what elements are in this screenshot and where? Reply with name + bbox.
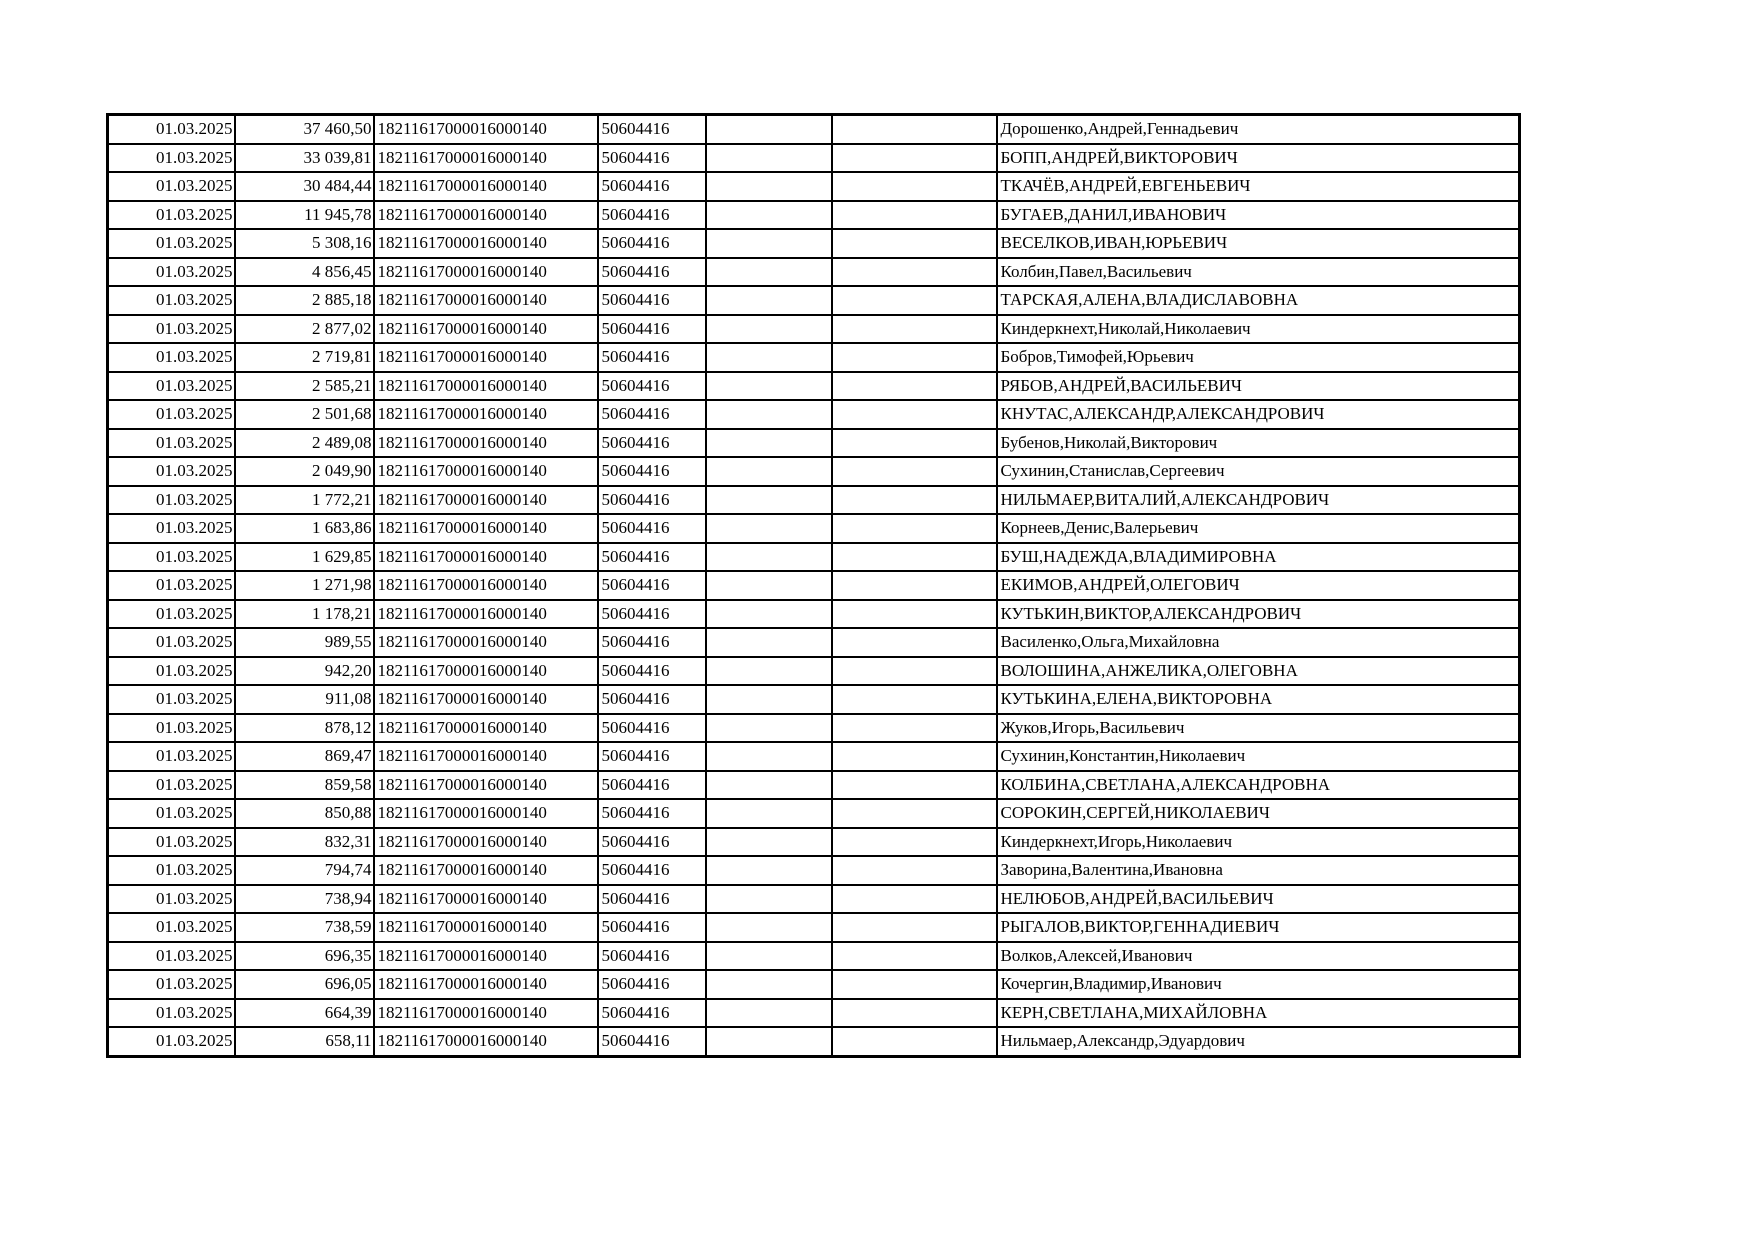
date-cell: 01.03.2025	[108, 657, 235, 686]
payer-name-cell: Сухинин,Константин,Николаевич	[997, 742, 1520, 771]
oktmo-cell: 50604416	[598, 144, 706, 173]
payer-name-cell: Колбин,Павел,Васильевич	[997, 258, 1520, 287]
oktmo-cell: 50604416	[598, 571, 706, 600]
table-row	[108, 144, 1520, 173]
table-row	[108, 942, 1520, 971]
table-row	[108, 999, 1520, 1028]
blank-cell	[832, 457, 997, 486]
kbk-cell: 18211617000016000140	[374, 828, 598, 857]
blank-cell	[706, 771, 832, 800]
payer-name-cell: БУГАЕВ,ДАНИЛ,ИВАНОВИЧ	[997, 201, 1520, 230]
payer-name-cell: Василенко,Ольга,Михайловна	[997, 628, 1520, 657]
blank-cell	[706, 885, 832, 914]
blank-cell	[706, 999, 832, 1028]
blank-cell	[706, 258, 832, 287]
date-cell: 01.03.2025	[108, 771, 235, 800]
table-row	[108, 714, 1520, 743]
blank-cell	[832, 429, 997, 458]
payer-name-cell: КОЛБИНА,СВЕТЛАНА,АЛЕКСАНДРОВНА	[997, 771, 1520, 800]
kbk-cell: 18211617000016000140	[374, 1027, 598, 1056]
payer-name-cell: НЕЛЮБОВ,АНДРЕЙ,ВАСИЛЬЕВИЧ	[997, 885, 1520, 914]
blank-cell	[706, 457, 832, 486]
blank-cell	[832, 742, 997, 771]
blank-cell	[706, 1027, 832, 1056]
oktmo-cell: 50604416	[598, 115, 706, 144]
payer-name-cell: НИЛЬМАЕР,ВИТАЛИЙ,АЛЕКСАНДРОВИЧ	[997, 486, 1520, 515]
amount-cell: 37 460,50	[235, 115, 374, 144]
amount-cell: 738,94	[235, 885, 374, 914]
blank-cell	[832, 942, 997, 971]
amount-cell: 1 271,98	[235, 571, 374, 600]
oktmo-cell: 50604416	[598, 543, 706, 572]
table-row	[108, 685, 1520, 714]
date-cell: 01.03.2025	[108, 600, 235, 629]
amount-cell: 2 885,18	[235, 286, 374, 315]
payer-name-cell: Жуков,Игорь,Васильевич	[997, 714, 1520, 743]
kbk-cell: 18211617000016000140	[374, 970, 598, 999]
date-cell: 01.03.2025	[108, 486, 235, 515]
kbk-cell: 18211617000016000140	[374, 685, 598, 714]
date-cell: 01.03.2025	[108, 229, 235, 258]
kbk-cell: 18211617000016000140	[374, 913, 598, 942]
blank-cell	[832, 172, 997, 201]
amount-cell: 869,47	[235, 742, 374, 771]
kbk-cell: 18211617000016000140	[374, 286, 598, 315]
blank-cell	[706, 942, 832, 971]
payer-name-cell: РЫГАЛОВ,ВИКТОР,ГЕННАДИЕВИЧ	[997, 913, 1520, 942]
date-cell: 01.03.2025	[108, 828, 235, 857]
amount-cell: 989,55	[235, 628, 374, 657]
date-cell: 01.03.2025	[108, 543, 235, 572]
date-cell: 01.03.2025	[108, 571, 235, 600]
amount-cell: 832,31	[235, 828, 374, 857]
amount-cell: 2 585,21	[235, 372, 374, 401]
blank-cell	[706, 315, 832, 344]
date-cell: 01.03.2025	[108, 799, 235, 828]
blank-cell	[706, 172, 832, 201]
payer-name-cell: КЕРН,СВЕТЛАНА,МИХАЙЛОВНА	[997, 999, 1520, 1028]
blank-cell	[832, 229, 997, 258]
payer-name-cell: ТАРСКАЯ,АЛЕНА,ВЛАДИСЛАВОВНА	[997, 286, 1520, 315]
amount-cell: 850,88	[235, 799, 374, 828]
kbk-cell: 18211617000016000140	[374, 657, 598, 686]
payer-name-cell: Сухинин,Станислав,Сергеевич	[997, 457, 1520, 486]
payer-name-cell: Дорошенко,Андрей,Геннадьевич	[997, 115, 1520, 144]
blank-cell	[832, 571, 997, 600]
table-row	[108, 457, 1520, 486]
table-row	[108, 856, 1520, 885]
blank-cell	[706, 514, 832, 543]
payer-name-cell: Нильмаер,Александр,Эдуардович	[997, 1027, 1520, 1056]
table-row	[108, 201, 1520, 230]
oktmo-cell: 50604416	[598, 799, 706, 828]
table-row	[108, 828, 1520, 857]
payer-name-cell: ВЕСЕЛКОВ,ИВАН,ЮРЬЕВИЧ	[997, 229, 1520, 258]
oktmo-cell: 50604416	[598, 714, 706, 743]
amount-cell: 4 856,45	[235, 258, 374, 287]
blank-cell	[832, 315, 997, 344]
oktmo-cell: 50604416	[598, 343, 706, 372]
amount-cell: 911,08	[235, 685, 374, 714]
blank-cell	[832, 771, 997, 800]
amount-cell: 11 945,78	[235, 201, 374, 230]
amount-cell: 794,74	[235, 856, 374, 885]
oktmo-cell: 50604416	[598, 999, 706, 1028]
kbk-cell: 18211617000016000140	[374, 999, 598, 1028]
blank-cell	[832, 856, 997, 885]
kbk-cell: 18211617000016000140	[374, 799, 598, 828]
amount-cell: 696,35	[235, 942, 374, 971]
blank-cell	[706, 201, 832, 230]
table-body	[108, 115, 1520, 1057]
date-cell: 01.03.2025	[108, 999, 235, 1028]
kbk-cell: 18211617000016000140	[374, 543, 598, 572]
table-row	[108, 799, 1520, 828]
oktmo-cell: 50604416	[598, 229, 706, 258]
table-row	[108, 657, 1520, 686]
payer-name-cell: КНУТАС,АЛЕКСАНДР,АЛЕКСАНДРОВИЧ	[997, 400, 1520, 429]
payer-name-cell: Киндеркнехт,Николай,Николаевич	[997, 315, 1520, 344]
date-cell: 01.03.2025	[108, 714, 235, 743]
kbk-cell: 18211617000016000140	[374, 714, 598, 743]
payer-name-cell: КУТЬКИНА,ЕЛЕНА,ВИКТОРОВНА	[997, 685, 1520, 714]
oktmo-cell: 50604416	[598, 685, 706, 714]
blank-cell	[706, 685, 832, 714]
kbk-cell: 18211617000016000140	[374, 429, 598, 458]
kbk-cell: 18211617000016000140	[374, 514, 598, 543]
date-cell: 01.03.2025	[108, 742, 235, 771]
blank-cell	[832, 628, 997, 657]
date-cell: 01.03.2025	[108, 343, 235, 372]
kbk-cell: 18211617000016000140	[374, 856, 598, 885]
date-cell: 01.03.2025	[108, 885, 235, 914]
amount-cell: 2 719,81	[235, 343, 374, 372]
amount-cell: 1 629,85	[235, 543, 374, 572]
oktmo-cell: 50604416	[598, 429, 706, 458]
table-row	[108, 1027, 1520, 1056]
kbk-cell: 18211617000016000140	[374, 201, 598, 230]
payer-name-cell: Кочергин,Владимир,Иванович	[997, 970, 1520, 999]
blank-cell	[832, 799, 997, 828]
date-cell: 01.03.2025	[108, 970, 235, 999]
blank-cell	[832, 970, 997, 999]
kbk-cell: 18211617000016000140	[374, 400, 598, 429]
payments-table	[106, 113, 1521, 1058]
oktmo-cell: 50604416	[598, 771, 706, 800]
oktmo-cell: 50604416	[598, 856, 706, 885]
table-row	[108, 372, 1520, 401]
oktmo-cell: 50604416	[598, 1027, 706, 1056]
blank-cell	[832, 514, 997, 543]
date-cell: 01.03.2025	[108, 429, 235, 458]
blank-cell	[832, 714, 997, 743]
table-row	[108, 486, 1520, 515]
oktmo-cell: 50604416	[598, 742, 706, 771]
oktmo-cell: 50604416	[598, 913, 706, 942]
blank-cell	[706, 628, 832, 657]
oktmo-cell: 50604416	[598, 372, 706, 401]
blank-cell	[832, 657, 997, 686]
payer-name-cell: БУШ,НАДЕЖДА,ВЛАДИМИРОВНА	[997, 543, 1520, 572]
amount-cell: 33 039,81	[235, 144, 374, 173]
oktmo-cell: 50604416	[598, 400, 706, 429]
blank-cell	[706, 372, 832, 401]
blank-cell	[832, 885, 997, 914]
date-cell: 01.03.2025	[108, 856, 235, 885]
payer-name-cell: КУТЬКИН,ВИКТОР,АЛЕКСАНДРОВИЧ	[997, 600, 1520, 629]
date-cell: 01.03.2025	[108, 372, 235, 401]
amount-cell: 696,05	[235, 970, 374, 999]
amount-cell: 2 877,02	[235, 315, 374, 344]
kbk-cell: 18211617000016000140	[374, 486, 598, 515]
amount-cell: 2 489,08	[235, 429, 374, 458]
blank-cell	[832, 685, 997, 714]
oktmo-cell: 50604416	[598, 201, 706, 230]
kbk-cell: 18211617000016000140	[374, 942, 598, 971]
blank-cell	[832, 372, 997, 401]
amount-cell: 664,39	[235, 999, 374, 1028]
table-row	[108, 315, 1520, 344]
payer-name-cell: ВОЛОШИНА,АНЖЕЛИКА,ОЛЕГОВНА	[997, 657, 1520, 686]
blank-cell	[832, 1027, 997, 1056]
blank-cell	[832, 543, 997, 572]
kbk-cell: 18211617000016000140	[374, 343, 598, 372]
amount-cell: 658,11	[235, 1027, 374, 1056]
table-row	[108, 742, 1520, 771]
payer-name-cell: Бубенов,Николай,Викторович	[997, 429, 1520, 458]
date-cell: 01.03.2025	[108, 400, 235, 429]
table-row	[108, 429, 1520, 458]
amount-cell: 1 178,21	[235, 600, 374, 629]
date-cell: 01.03.2025	[108, 685, 235, 714]
blank-cell	[706, 486, 832, 515]
payer-name-cell: Киндеркнехт,Игорь,Николаевич	[997, 828, 1520, 857]
kbk-cell: 18211617000016000140	[374, 600, 598, 629]
blank-cell	[706, 286, 832, 315]
oktmo-cell: 50604416	[598, 970, 706, 999]
date-cell: 01.03.2025	[108, 457, 235, 486]
blank-cell	[706, 571, 832, 600]
blank-cell	[706, 856, 832, 885]
table-row	[108, 115, 1520, 144]
table-row	[108, 543, 1520, 572]
blank-cell	[832, 286, 997, 315]
oktmo-cell: 50604416	[598, 514, 706, 543]
date-cell: 01.03.2025	[108, 913, 235, 942]
oktmo-cell: 50604416	[598, 828, 706, 857]
blank-cell	[706, 828, 832, 857]
table-row	[108, 229, 1520, 258]
amount-cell: 1 683,86	[235, 514, 374, 543]
table-row	[108, 400, 1520, 429]
table-row	[108, 571, 1520, 600]
payer-name-cell: Волков,Алексей,Иванович	[997, 942, 1520, 971]
blank-cell	[832, 400, 997, 429]
blank-cell	[832, 600, 997, 629]
blank-cell	[832, 828, 997, 857]
table-row	[108, 286, 1520, 315]
amount-cell: 738,59	[235, 913, 374, 942]
kbk-cell: 18211617000016000140	[374, 115, 598, 144]
blank-cell	[832, 999, 997, 1028]
table-row	[108, 343, 1520, 372]
payer-name-cell: БОПП,АНДРЕЙ,ВИКТОРОВИЧ	[997, 144, 1520, 173]
oktmo-cell: 50604416	[598, 315, 706, 344]
date-cell: 01.03.2025	[108, 172, 235, 201]
kbk-cell: 18211617000016000140	[374, 372, 598, 401]
blank-cell	[706, 742, 832, 771]
table-row	[108, 970, 1520, 999]
kbk-cell: 18211617000016000140	[374, 258, 598, 287]
blank-cell	[706, 913, 832, 942]
date-cell: 01.03.2025	[108, 315, 235, 344]
oktmo-cell: 50604416	[598, 942, 706, 971]
table-row	[108, 258, 1520, 287]
blank-cell	[832, 144, 997, 173]
blank-cell	[832, 258, 997, 287]
kbk-cell: 18211617000016000140	[374, 885, 598, 914]
blank-cell	[706, 657, 832, 686]
oktmo-cell: 50604416	[598, 258, 706, 287]
table-row	[108, 172, 1520, 201]
amount-cell: 2 501,68	[235, 400, 374, 429]
table-row	[108, 514, 1520, 543]
oktmo-cell: 50604416	[598, 172, 706, 201]
blank-cell	[832, 486, 997, 515]
amount-cell: 1 772,21	[235, 486, 374, 515]
kbk-cell: 18211617000016000140	[374, 571, 598, 600]
blank-cell	[706, 144, 832, 173]
blank-cell	[706, 714, 832, 743]
blank-cell	[706, 799, 832, 828]
date-cell: 01.03.2025	[108, 942, 235, 971]
kbk-cell: 18211617000016000140	[374, 742, 598, 771]
blank-cell	[706, 115, 832, 144]
blank-cell	[832, 115, 997, 144]
payer-name-cell: Корнеев,Денис,Валерьевич	[997, 514, 1520, 543]
date-cell: 01.03.2025	[108, 115, 235, 144]
oktmo-cell: 50604416	[598, 657, 706, 686]
table-row	[108, 600, 1520, 629]
blank-cell	[706, 343, 832, 372]
date-cell: 01.03.2025	[108, 258, 235, 287]
blank-cell	[832, 343, 997, 372]
amount-cell: 878,12	[235, 714, 374, 743]
oktmo-cell: 50604416	[598, 457, 706, 486]
blank-cell	[706, 229, 832, 258]
payer-name-cell: Бобров,Тимофей,Юрьевич	[997, 343, 1520, 372]
date-cell: 01.03.2025	[108, 1027, 235, 1056]
date-cell: 01.03.2025	[108, 201, 235, 230]
date-cell: 01.03.2025	[108, 144, 235, 173]
table-row	[108, 913, 1520, 942]
date-cell: 01.03.2025	[108, 628, 235, 657]
payer-name-cell: ЕКИМОВ,АНДРЕЙ,ОЛЕГОВИЧ	[997, 571, 1520, 600]
table-row	[108, 885, 1520, 914]
payer-name-cell: СОРОКИН,СЕРГЕЙ,НИКОЛАЕВИЧ	[997, 799, 1520, 828]
kbk-cell: 18211617000016000140	[374, 315, 598, 344]
date-cell: 01.03.2025	[108, 514, 235, 543]
blank-cell	[706, 400, 832, 429]
payer-name-cell: РЯБОВ,АНДРЕЙ,ВАСИЛЬЕВИЧ	[997, 372, 1520, 401]
payer-name-cell: ТКАЧЁВ,АНДРЕЙ,ЕВГЕНЬЕВИЧ	[997, 172, 1520, 201]
amount-cell: 5 308,16	[235, 229, 374, 258]
oktmo-cell: 50604416	[598, 286, 706, 315]
amount-cell: 859,58	[235, 771, 374, 800]
date-cell: 01.03.2025	[108, 286, 235, 315]
blank-cell	[706, 543, 832, 572]
kbk-cell: 18211617000016000140	[374, 229, 598, 258]
table-row	[108, 771, 1520, 800]
blank-cell	[706, 600, 832, 629]
oktmo-cell: 50604416	[598, 486, 706, 515]
table-row	[108, 628, 1520, 657]
kbk-cell: 18211617000016000140	[374, 628, 598, 657]
oktmo-cell: 50604416	[598, 600, 706, 629]
kbk-cell: 18211617000016000140	[374, 771, 598, 800]
amount-cell: 30 484,44	[235, 172, 374, 201]
amount-cell: 2 049,90	[235, 457, 374, 486]
kbk-cell: 18211617000016000140	[374, 457, 598, 486]
blank-cell	[832, 201, 997, 230]
kbk-cell: 18211617000016000140	[374, 144, 598, 173]
payer-name-cell: Заворина,Валентина,Ивановна	[997, 856, 1520, 885]
kbk-cell: 18211617000016000140	[374, 172, 598, 201]
blank-cell	[706, 429, 832, 458]
blank-cell	[706, 970, 832, 999]
oktmo-cell: 50604416	[598, 628, 706, 657]
blank-cell	[832, 913, 997, 942]
oktmo-cell: 50604416	[598, 885, 706, 914]
amount-cell: 942,20	[235, 657, 374, 686]
